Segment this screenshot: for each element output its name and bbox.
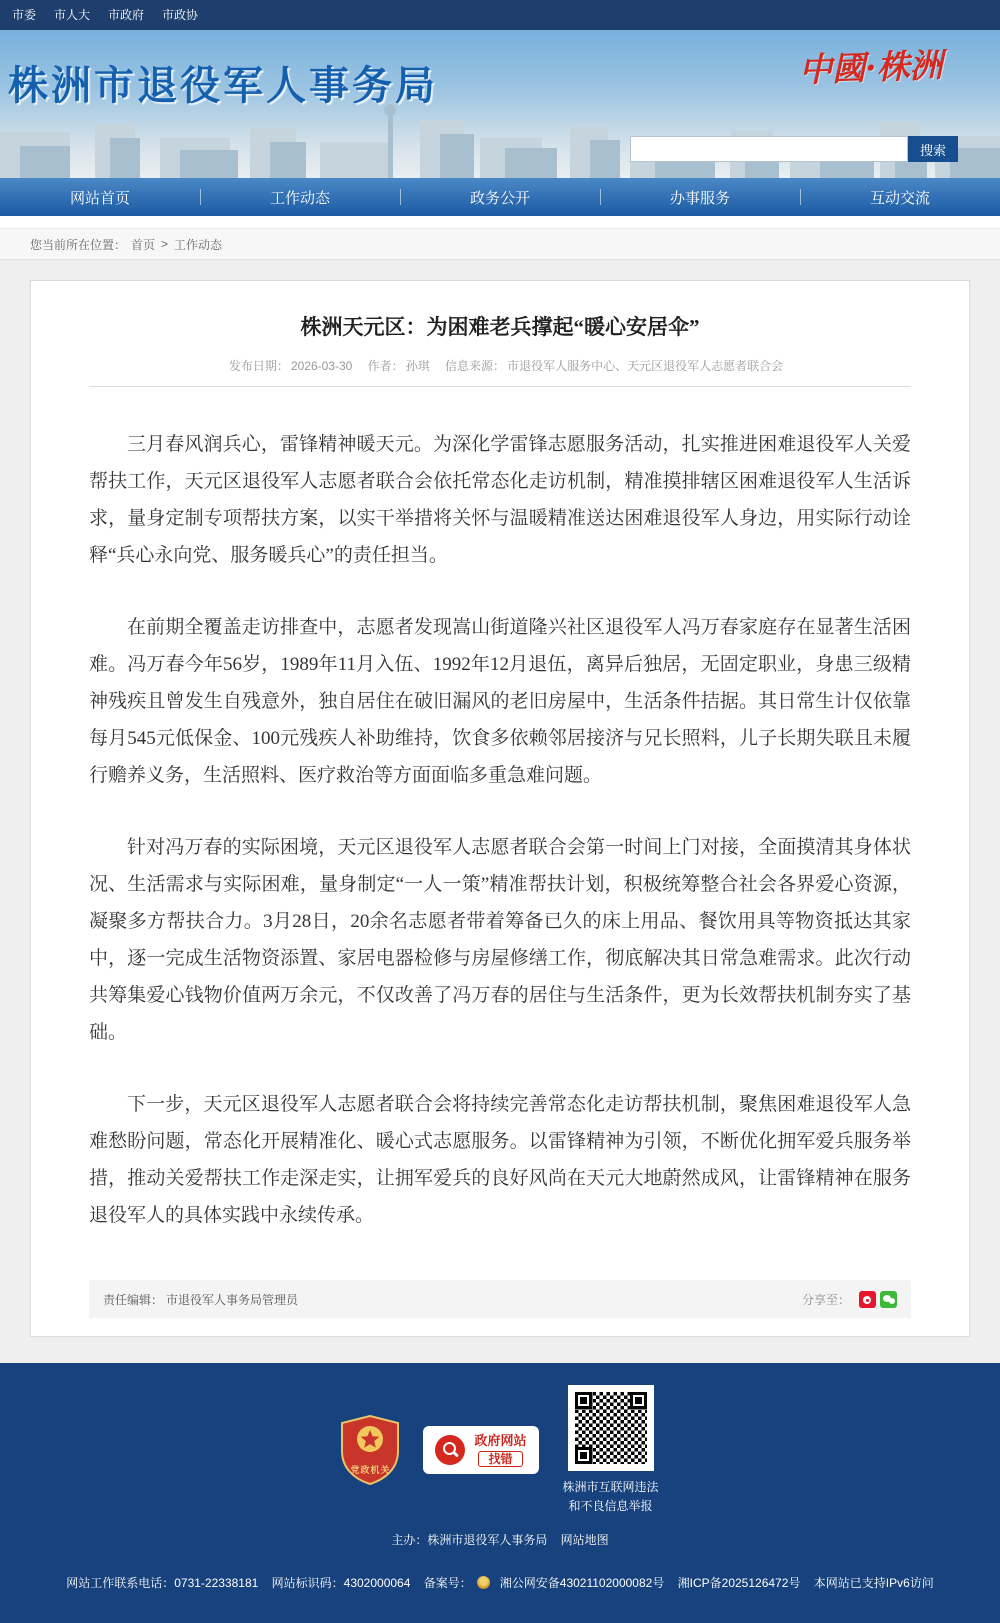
sponsor-text: 主办：株洲市退役军人事务局: [391, 1533, 548, 1548]
article-body: [89, 387, 911, 1234]
qr-caption-line2: 和不良信息举报: [568, 1498, 653, 1513]
site-header: [0, 30, 1000, 178]
site-logo: 中國·株洲: [797, 45, 943, 90]
beian-label: 备案号：: [423, 1576, 472, 1591]
main-nav: [0, 178, 1000, 216]
police-badge-icon: [477, 1576, 490, 1589]
footer-sponsor-line: [0, 1531, 1000, 1548]
ipv6-note: 本网站已支持IPv6访问: [813, 1576, 934, 1591]
publish-date-label: 发布日期：: [228, 359, 289, 373]
footer-badges: [0, 1385, 1000, 1515]
share-bar: [802, 1291, 897, 1308]
publish-date: 2026-03-30: [290, 359, 353, 373]
nav-item[interactable]: 互动交流: [800, 178, 1000, 216]
article-paragraph: 三月春风润兵心，雷锋精神暖天元。为深化学雷锋志愿服务活动，扎实推进困难退役军人关爱帮扶工作，天元区退役军人志愿者联合会依托常态化走访机制，精准摸排辖区困难退役军人生活诉求，量身定制专项帮扶方案，以实干举措将关怀与温暖精准送达困难退役军人身边，用实际行动诠释“兵心永向党、服务暖兵心”的责任担当。: [89, 434, 911, 566]
sitemap-link[interactable]: 网站地图: [560, 1533, 609, 1548]
source-label: 信息来源：: [445, 359, 506, 373]
magnifier-icon: [435, 1435, 465, 1465]
footer-bottom-line: [0, 1564, 1000, 1613]
article-meta: [89, 357, 911, 374]
qr-finder-icon: [630, 1392, 647, 1409]
article-card: [30, 280, 970, 1337]
main-content: [0, 260, 1000, 1363]
site-title: 株洲市退役军人事务局: [8, 64, 438, 108]
qr-code-image: [568, 1385, 654, 1471]
icp-beian-link[interactable]: 湘ICP备2025126472号: [677, 1576, 801, 1591]
article-paragraph: 针对冯万春的实际困境，天元区退役军人志愿者联合会第一时间上门对接，全面摸清其身体状况、生活需求与实际困难，量身制定“一人一策”精准帮扶计划，积极统筹整合社会各界爱心资源，凝聚多方帮扶合力。3月28日，20余名志愿者带着筹备已久的床上用品、餐饮用具等物资抵达其家中，逐一完成生活物资添置、家居电器检修与房屋修缮工作，彻底解决其日常急难需求。此次行动共筹集爱心钱物价值两万余元，不仅改善了冯万春的居住与生活条件，更为长效帮扶机制夯实了基础。: [89, 837, 911, 1043]
article-footer-bar: [89, 1280, 911, 1318]
find-error-text: [474, 1433, 526, 1467]
contact-phone: 网站工作联系电话：0731-22338181: [66, 1576, 259, 1591]
author: 孙琪: [405, 359, 430, 373]
nav-item[interactable]: 政务公开: [400, 178, 600, 216]
qr-caption-line1: 株洲市互联网违法: [562, 1480, 659, 1494]
site-footer: [0, 1363, 1000, 1623]
editor-label: 责任编辑：: [103, 1292, 164, 1307]
article-paragraph: 下一步，天元区退役军人志愿者联合会将持续完善常态化走访帮扶机制，聚焦困难退役军人急难愁盼问题，常态化开展精准化、暖心式志愿服务。以雷锋精神为引领，不断优化拥军爱兵服务举措，推动关爱帮扶工作走深走实，让拥军爱兵的良好风尚在天元大地蔚然成风，让雷锋精神在服务退役军人的具体实践中永续传承。: [89, 1094, 911, 1226]
breadcrumb: [0, 228, 1000, 260]
wechat-share-icon[interactable]: [880, 1291, 897, 1308]
qr-finder-icon: [575, 1447, 592, 1464]
search-bar: [630, 136, 958, 162]
search-input[interactable]: [630, 136, 908, 162]
find-error-line1: 政府网站: [474, 1433, 527, 1449]
topbar: [0, 0, 1000, 30]
qr-caption: [563, 1478, 659, 1515]
site-code: 网站标识码：4302000064: [271, 1576, 411, 1591]
topbar-link[interactable]: 市政协: [162, 8, 199, 22]
breadcrumb-prefix: 您当前所在位置：: [30, 237, 127, 252]
topbar-link[interactable]: 市委: [12, 8, 37, 22]
search-button[interactable]: 搜索: [908, 136, 958, 162]
gongan-beian-link[interactable]: 湘公网安备43021102000082号: [499, 1576, 665, 1591]
party-gov-badge[interactable]: [341, 1415, 399, 1485]
author-label: 作者：: [367, 359, 404, 373]
find-error-line2: 找错: [478, 1451, 522, 1467]
nav-gap: [0, 216, 1000, 228]
editor-line: [103, 1291, 298, 1308]
weibo-share-icon[interactable]: [859, 1291, 876, 1308]
party-gov-badge-label: 党政机关: [350, 1465, 391, 1476]
share-label: 分享至：: [801, 1292, 850, 1307]
source: 市退役军人服务中心、天元区退役军人志愿者联合会: [507, 359, 784, 373]
article-paragraph: 在前期全覆盖走访排查中，志愿者发现嵩山街道隆兴社区退役军人冯万春家庭存在显著生活困难。冯万春今年56岁，1989年11月入伍、1992年12月退伍，离异后独居，无固定职业，身患三级精神残疾且曾发生自残意外，独自居住在破旧漏风的老旧房屋中，生活条件拮据。其日常生计仅依靠每月545元低保金、100元残疾人补助维持，饮食多依赖邻居接济与兄长照料，儿子长期失联且未履行赡养义务，生活照料、医疗救治等方面面临多重急难问题。: [89, 617, 911, 786]
nav-item[interactable]: 工作动态: [200, 178, 400, 216]
nav-item[interactable]: 网站首页: [69, 189, 130, 207]
nav-item[interactable]: 办事服务: [600, 178, 800, 216]
breadcrumb-separator: >: [161, 237, 169, 251]
topbar-link[interactable]: 市人大: [54, 8, 91, 22]
article-title: 株洲天元区：为困难老兵撑起“暖心安居伞”: [300, 315, 700, 339]
gov-site-find-error-badge[interactable]: [423, 1426, 538, 1474]
breadcrumb-home[interactable]: 首页: [131, 237, 156, 252]
breadcrumb-current[interactable]: 工作动态: [174, 237, 223, 252]
editor-name: 市退役军人事务局管理员: [166, 1292, 299, 1307]
report-qr-block: [563, 1385, 659, 1515]
topbar-links: [12, 6, 216, 24]
topbar-link[interactable]: 市政府: [108, 8, 145, 22]
qr-finder-icon: [575, 1392, 592, 1409]
